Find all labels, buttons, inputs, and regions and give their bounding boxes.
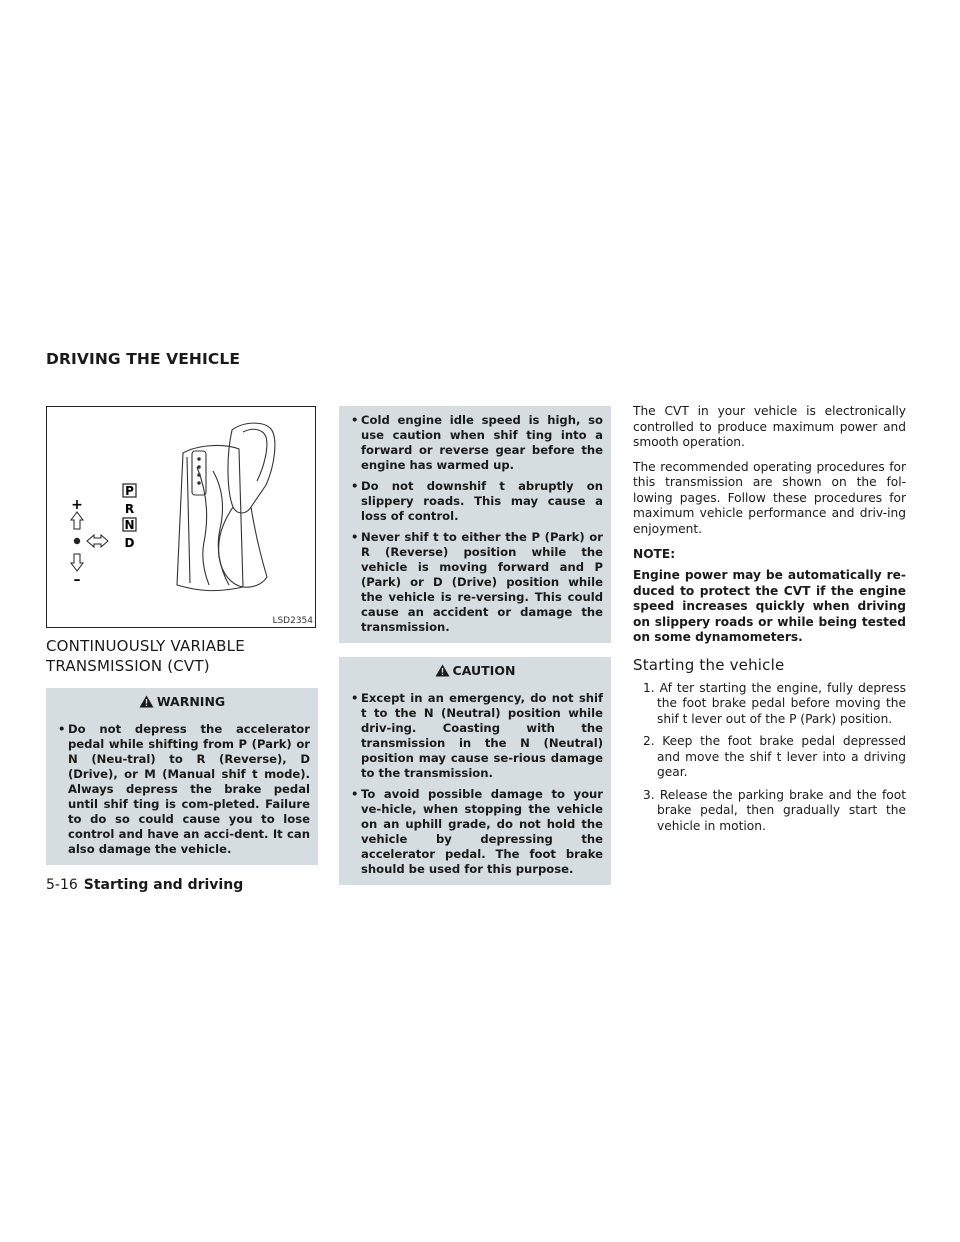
warning-item-text: Do not depress the accelerator pedal while shifting from P (Park) or N (Neu-tral) to R (Reverse), D (Drive), or M (Manual shif t mode). Always depress the brake pedal until shif ting is com-pleted. Failure to do so could cause you to lose control and have an acci-dent. It can also damage the vehicle.: [68, 722, 310, 856]
warning-continued-box: [339, 406, 611, 643]
page-number: 5-16: [46, 877, 78, 893]
warning-box: [46, 688, 318, 865]
section-title-line1: CONTINUOUSLY VARIABLE: [46, 637, 245, 655]
note-text: Engine power may be automatically re-duced to protect the CVT if the engine speed increases quickly when driving on slippery roads or while being tested on some dynamometers.: [633, 568, 906, 644]
chapter-title: Starting and driving: [83, 877, 244, 893]
caution-item: • Except in an emergency, do not shif t to the N (Neutral) position while driv-ing. Coasting with the transmission in the N (Neutral) position may cause se-rious damage to the transmission.: [351, 691, 603, 780]
caution-item-text: To avoid possible damage to your ve-hicle, when stopping the vehicle on an uphill grade, do not hold the vehicle by depressing the accelerator pedal. The foot brake should be used for this purpose.: [361, 787, 603, 876]
step-item: 2. Keep the foot brake pedal depressed and move the shif t lever into a driving gear.: [643, 734, 906, 779]
caution-heading: [339, 657, 611, 685]
warning-item-text: Cold engine idle speed is high, so use caution when shif ting into a forward or reverse gear before the engine has warmed up.: [361, 413, 603, 472]
manual-neutral-dot-icon: [74, 538, 80, 544]
warning-heading: [46, 688, 318, 716]
figure-id: LSD2354: [272, 616, 313, 626]
warning-item: • Never shif t to either the P (Park) or R (Reverse) position while the vehicle is moving forward and P (Park) or D (Drive) position while the vehicle is re-versing. This could cause an accident or damage the transmission.: [351, 530, 603, 634]
warning-item-text: Do not downshif t abruptly on slippery roads. This may cause a loss of control.: [361, 479, 603, 523]
left-right-arrow-icon: [87, 535, 108, 547]
shift-lever-figure: [46, 406, 316, 628]
shift-lever-icon: [177, 423, 275, 591]
caution-item: • To avoid possible damage to your ve-hicle, when stopping the vehicle on an uphill grade, do not hold the vehicle by depressing the accelerator pedal. The foot brake should be used for this purpose.: [351, 787, 603, 876]
caution-box: [339, 657, 611, 885]
warning-item-text: Never shif t to either the P (Park) or R (Reverse) position while the vehicle is moving forward and P (Park) or D (Drive) position while the vehicle is re-versing. This could cause an accident or damage the transmission.: [361, 530, 603, 634]
section-header: DRIVING THE VEHICLE: [46, 350, 241, 368]
intro-paragraph: The CVT in your vehicle is electronically controlled to produce maximum power and smooth operation.: [633, 404, 906, 449]
warning-item: • Do not depress the accelerator pedal while shifting from P (Park) or N (Neu-tral) to R (Reverse), D (Drive), or M (Manual shif t mode). Always depress the brake pedal until shif ting is com-pleted. Failure to do so could cause you to lose control and have an acci-dent. It can also damage the vehicle.: [58, 722, 310, 856]
gear-label-p: P: [125, 484, 134, 498]
shift-lever-illustration: [47, 407, 317, 629]
manual-minus-label: –: [73, 572, 81, 588]
column-2: [339, 406, 611, 885]
warning-item: • Cold engine idle speed is high, so use caution when shif ting into a forward or reverse gear before the engine has warmed up.: [351, 413, 603, 472]
caution-item-text: Except in an emergency, do not shif t to the N (Neutral) position while driv-ing. Coasting with the transmission in the N (Neutral) position may cause se-rious damage to the transmission.: [361, 691, 603, 780]
step-item: 3. Release the parking brake and the foot brake pedal, then gradually start the vehicle in motion.: [643, 787, 906, 833]
note-label: NOTE:: [633, 547, 676, 561]
gear-label-n: N: [124, 518, 135, 532]
page-footer: [46, 877, 243, 893]
down-arrow-icon: [71, 554, 83, 571]
warning-heading-text: WARNING: [156, 694, 226, 709]
intro-paragraph: The recommended operating procedures for this transmission are shown on the fol-lowing pages. Follow these procedures for maximum vehicle performance and driv-ing enjoyment.: [633, 459, 906, 536]
subsection-title: Starting the vehicle: [633, 655, 785, 674]
up-arrow-icon: [71, 512, 83, 529]
caution-heading-text: CAUTION: [452, 663, 516, 678]
manual-plus-label: +: [71, 497, 83, 513]
caution-list: [347, 691, 603, 877]
gear-label-d: D: [124, 536, 135, 550]
column-1: [46, 406, 318, 865]
column-3: [633, 404, 906, 841]
warning-item: • Do not downshif t abruptly on slippery roads. This may cause a loss of control.: [351, 479, 603, 523]
section-title-line2: TRANSMISSION (CVT): [46, 657, 210, 675]
warning-list: [54, 722, 310, 857]
starting-steps: [633, 681, 906, 835]
section-title: [46, 636, 318, 676]
caution-icon: [435, 664, 450, 680]
step-item: 1. Af ter starting the engine, fully depress the foot brake pedal before moving the shif t lever out of the P (Park) position.: [643, 680, 906, 726]
gear-label-r: R: [124, 502, 135, 516]
warning-icon: [139, 695, 154, 711]
warning-continued-list: [347, 413, 603, 635]
